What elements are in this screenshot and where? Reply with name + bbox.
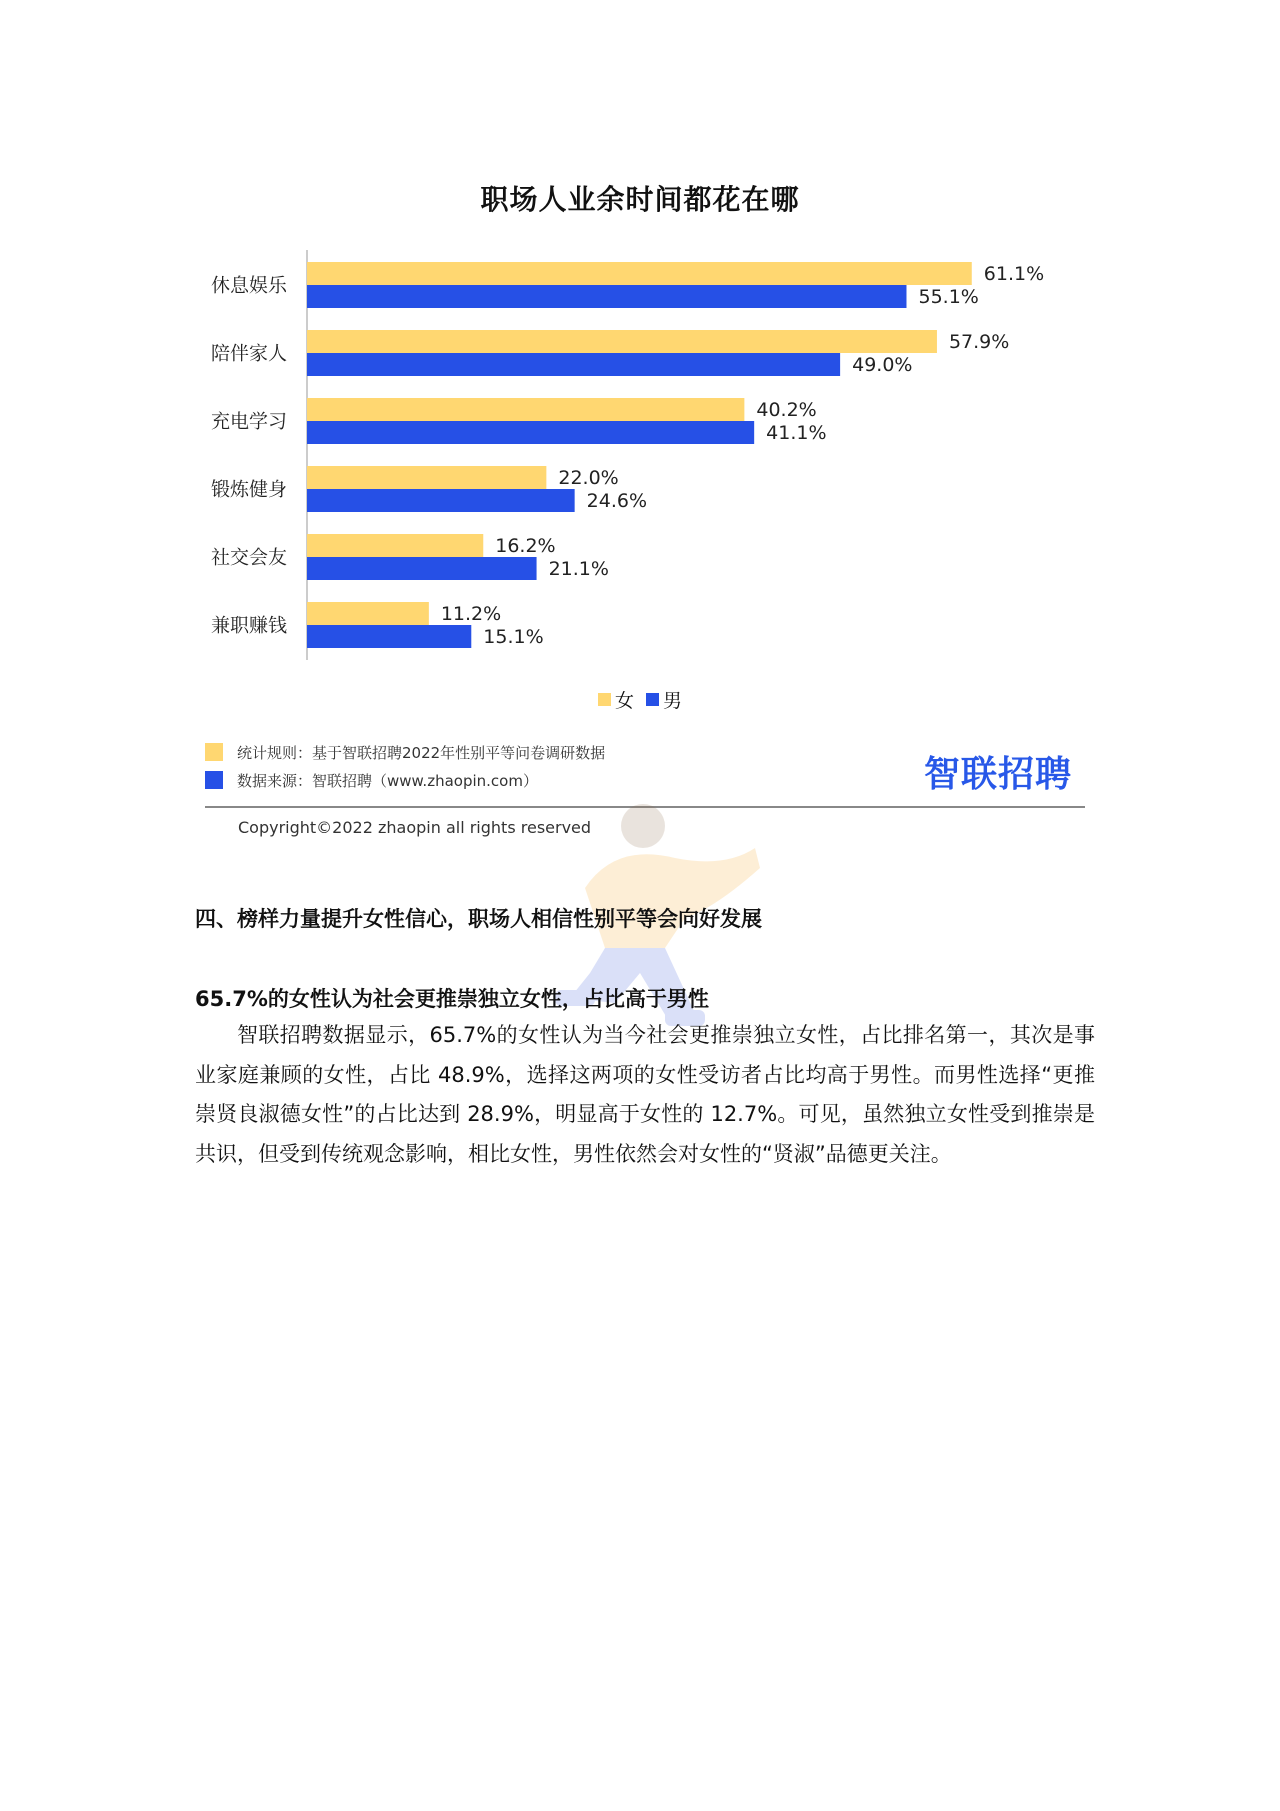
bar-chart — [190, 240, 1090, 670]
legend-label-female: 女 — [614, 690, 634, 712]
bar-male — [307, 285, 906, 308]
bar-female — [307, 534, 483, 557]
data-label: 40.2% — [756, 399, 817, 421]
bar-male — [307, 421, 754, 444]
chart-legend — [0, 686, 1280, 713]
bar-male — [307, 489, 575, 512]
data-label: 57.9% — [948, 331, 1010, 353]
data-label: 22.0% — [558, 467, 619, 489]
bar-male — [307, 625, 471, 648]
bar-male — [307, 557, 537, 580]
bar-female — [307, 262, 972, 285]
data-label: 41.1% — [766, 422, 827, 444]
data-label: 24.6% — [586, 490, 648, 512]
section-heading: 四、榜样力量提升女性信心，职场人相信性别平等会向好发展 — [195, 907, 762, 931]
bar-female — [307, 398, 744, 421]
legend-item-male — [646, 686, 682, 713]
body-paragraph: 智联招聘数据显示，65.7%的女性认为当今社会更推崇独立女性，占比排名第一，其次是事业家庭兼顾的女性，占比 48.9%，选择这两项的女性受访者占比均高于男性。而男性选择“更推崇贤良淑德女性”的占比达到 28.9%，明显高于女性的 12.7%。可见，虽然独立女性受到推崇是共识，但受到传统观念影响，相比女性，男性依然会对女性的“贤淑”品德更关注。 — [195, 1023, 1095, 1166]
data-label: 61.1% — [983, 263, 1045, 285]
data-source-line — [205, 770, 538, 790]
data-label: 11.2% — [440, 603, 502, 625]
category-label: 休息娱乐 — [210, 274, 287, 297]
category-label: 充电学习 — [210, 410, 287, 433]
stat-rule-square — [205, 743, 223, 761]
data-label: 16.2% — [495, 535, 556, 557]
copyright-text: Copyright©2022 zhaopin all rights reserved — [238, 818, 592, 837]
data-label: 49.0% — [852, 354, 913, 376]
sub-heading: 65.7%的女性认为社会更推崇独立女性，占比高于男性 — [195, 987, 709, 1011]
zhaopin-logo: 智联招聘 — [924, 754, 1073, 795]
stat-rule-text: 统计规则：基于智联招聘2022年性别平等问卷调研数据 — [237, 743, 606, 762]
category-label: 陪伴家人 — [210, 342, 287, 365]
stat-rule-line — [205, 742, 605, 762]
bar-male — [307, 353, 840, 376]
data-label: 15.1% — [483, 626, 544, 648]
legend-swatch-male — [646, 693, 659, 706]
data-source-text: 数据来源：智联招聘（www.zhaopin.com） — [237, 771, 538, 790]
legend-label-male: 男 — [663, 690, 683, 712]
category-label: 社交会友 — [210, 546, 287, 569]
bar-female — [307, 466, 546, 489]
data-label: 21.1% — [548, 558, 609, 580]
data-label: 55.1% — [918, 286, 979, 308]
data-source-square — [205, 771, 223, 789]
category-label: 兼职赚钱 — [210, 614, 287, 637]
bar-female — [307, 602, 429, 625]
chart-title: 职场人业余时间都花在哪 — [480, 183, 800, 216]
legend-item-female — [598, 686, 634, 713]
category-label: 锻炼健身 — [210, 478, 287, 501]
bar-female — [307, 330, 937, 353]
legend-swatch-female — [598, 693, 611, 706]
